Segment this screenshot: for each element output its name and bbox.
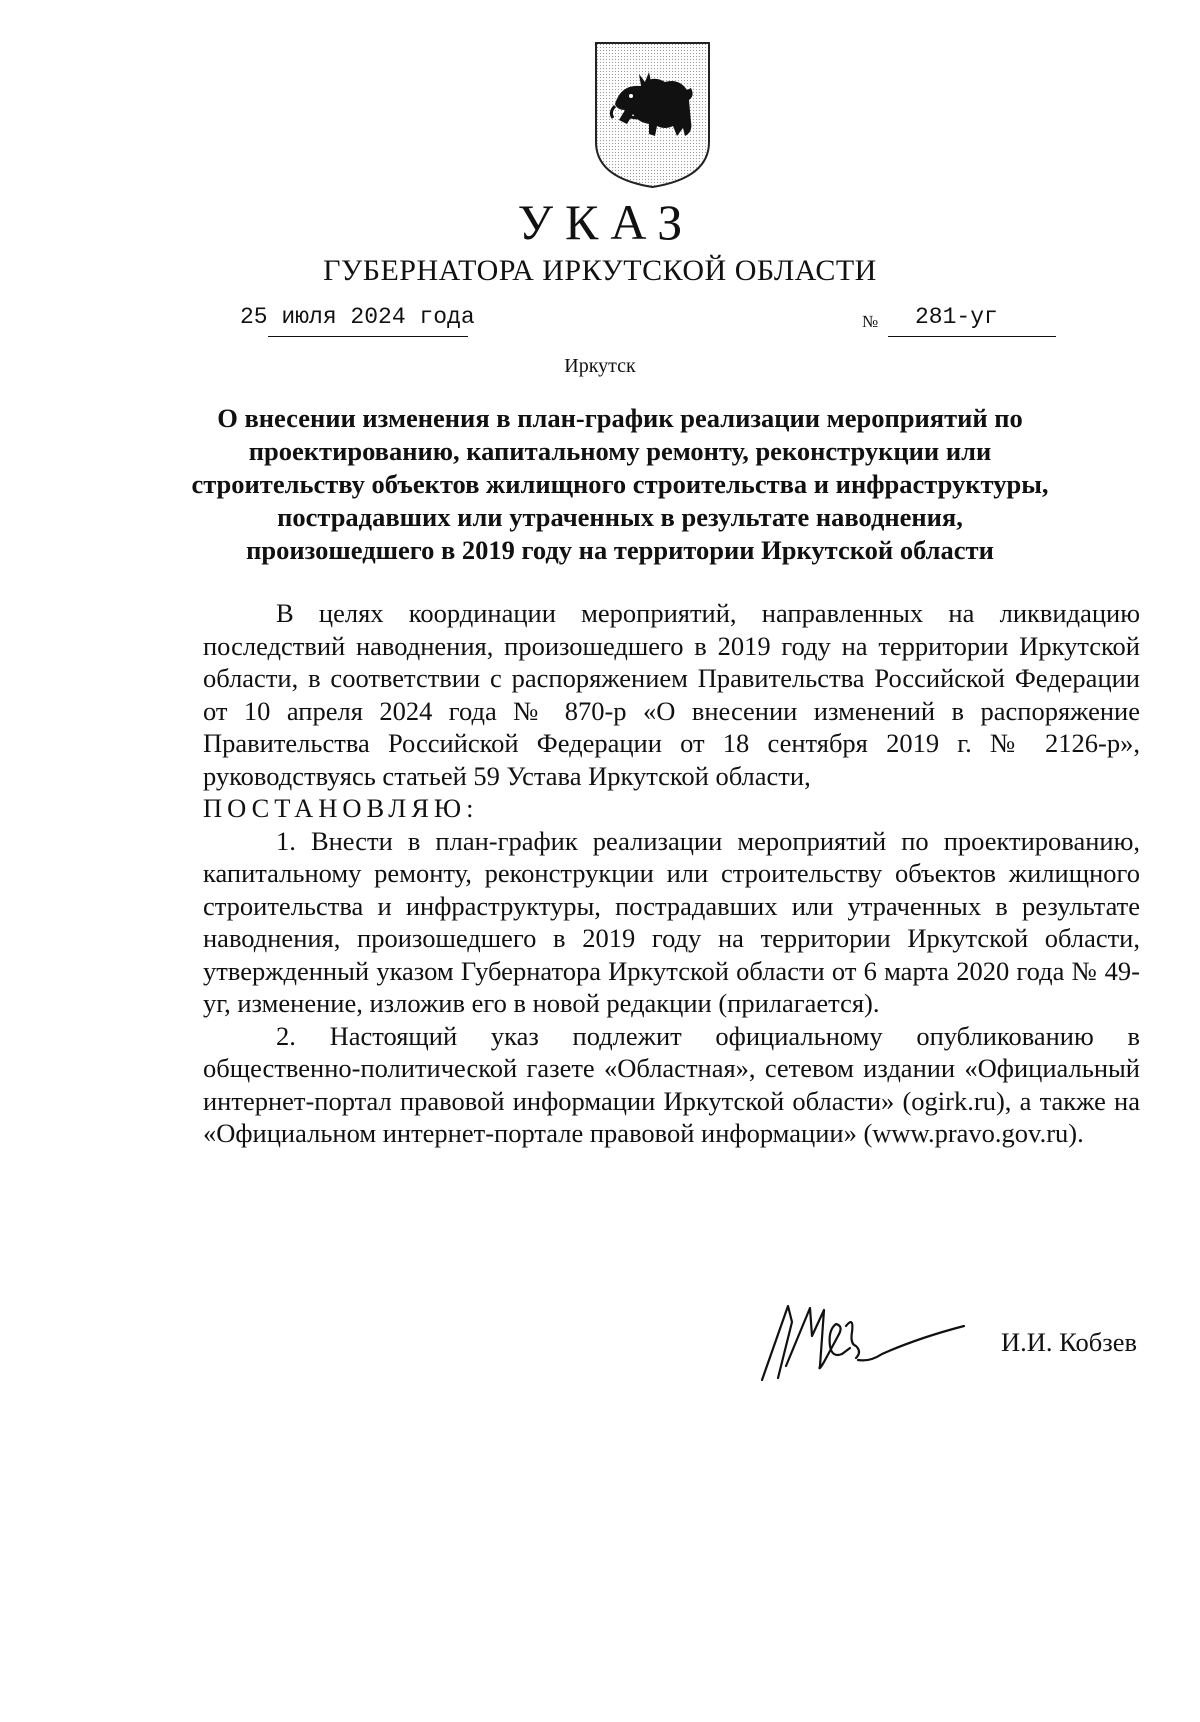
issuer: ГУБЕРНАТОРА ИРКУТСКОЙ ОБЛАСТИ <box>323 254 877 287</box>
resolve-heading: ПОСТАНОВЛЯЮ: <box>203 793 479 823</box>
preamble: В целях координации мероприятий, направленных на ликвидацию последствий наводнения, произошедшего в 2019 году на территории Иркутской области, в соответствии с распоряжением Правительства Российской Федерации от 10 апреля 2024 года № 870-р «О внесении изменений в распоряжение Правительства Российской Федерации от 18 сентября 2019 г. № 2126-р», руководствуясь статьей 59 Устава Иркутской области, <box>203 598 1140 791</box>
title-line: произошедшего в 2019 году на территории Иркутской области <box>246 535 994 565</box>
decree-number: 281-уг <box>915 304 998 330</box>
title-line: О внесении изменения в план-график реализации мероприятий по <box>217 403 1023 433</box>
title-line: проектированию, капитальному ремонту, реконструкции или <box>248 436 992 466</box>
signer-name: И.И. Кобзев <box>1001 1327 1137 1357</box>
title-line: пострадавших или утраченных в результате наводнения, <box>277 502 963 532</box>
date-underline <box>268 336 468 337</box>
clause: 1. Внести в план-график реализации мероприятий по проектированию, капитальному ремонту, реконструкции или строительству объектов жилищного строительства и инфраструктуры, пострадавших или утраченных в результате наводнения, произошедшего в 2019 году на территории Иркутской области, утвержденный указом Губернатора Иркутской области от 6 марта 2020 года № 49-уг, изменение, изложив его в новой редакции (прилагается). <box>203 825 1140 1018</box>
clause: 2. Настоящий указ подлежит официальному опубликованию в общественно-политической газете «Областная», сетевом издании «Официальный интернет-портал правовой информации Иркутской области» (ogirk.ru), а также на «Официальном интернет-портале правовой информации» (www.pravo.gov.ru). <box>203 1020 1140 1148</box>
number-underline <box>888 336 1056 337</box>
decree-body <box>203 597 1140 1150</box>
number-sign: № <box>862 312 879 331</box>
coat-of-arms-icon <box>593 40 712 190</box>
decree-title <box>160 402 1080 567</box>
decree-date: 25 июля 2024 года <box>240 304 475 330</box>
city: Иркутск <box>564 355 636 377</box>
handwritten-signature <box>758 1296 968 1386</box>
document-type: УКАЗ <box>517 194 695 250</box>
title-line: строительству объектов жилищного строительства и инфраструктуры, <box>191 469 1049 499</box>
